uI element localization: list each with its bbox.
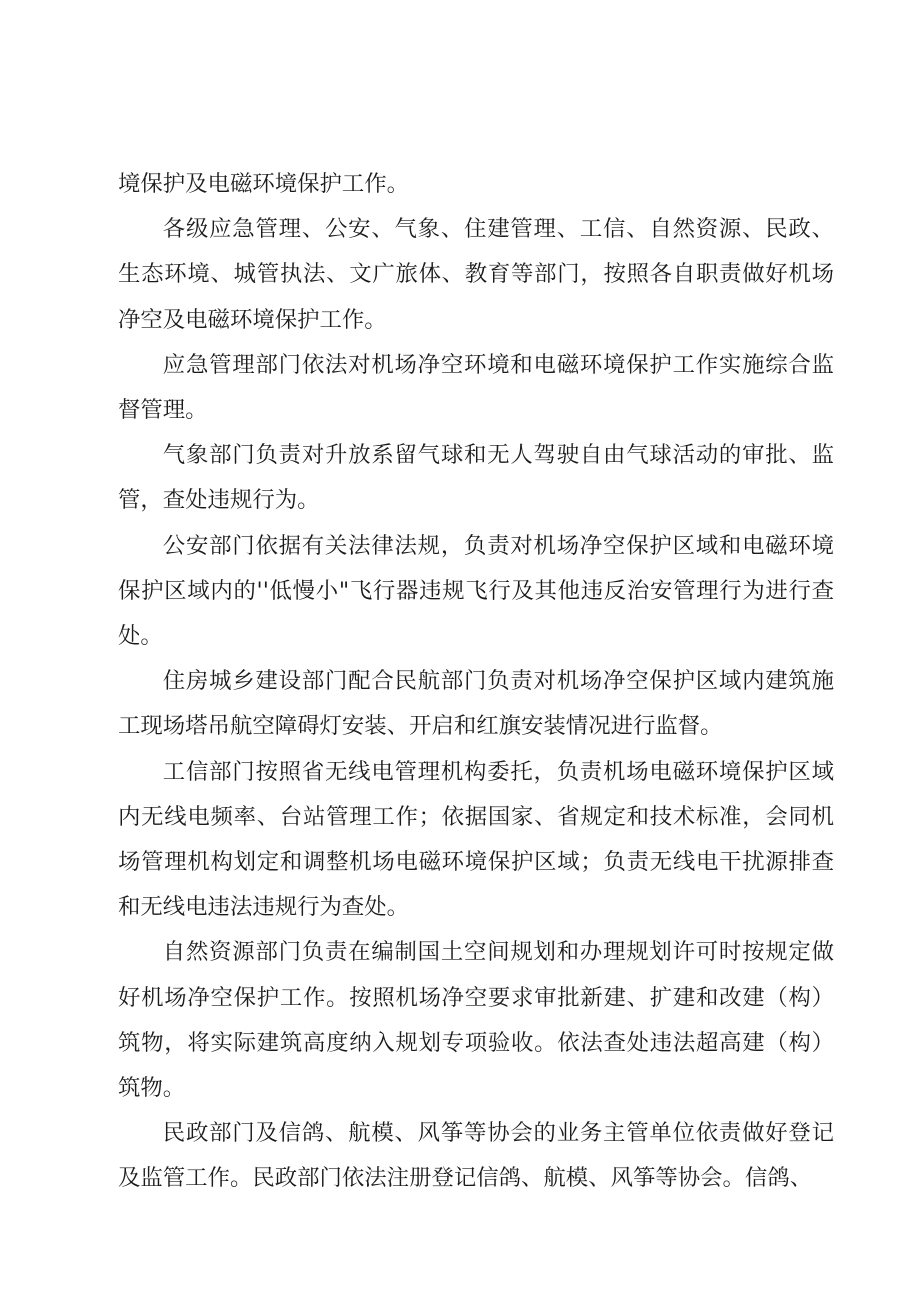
paragraph-emergency-management: 应急管理部门依法对机场净空环境和电磁环境保护工作实施综合监督管理。 xyxy=(118,351,834,424)
paragraph-natural-resources: 自然资源部门负责在编制国土空间规划和办理规划许可时按规定做好机场净空保护工作。按照机场净空要求审批新建、扩建和改建（构）筑物，将实际建筑高度纳入规划专项验收。依法查处违法超高建（构）筑物。 xyxy=(118,939,834,1102)
paragraph-meteorology: 气象部门负责对升放系留气球和无人驾驶自由气球活动的审批、监管，查处违规行为。 xyxy=(118,442,834,514)
paragraph-housing-construction: 住房城乡建设部门配合民航部门负责对机场净空保护区域内建筑施工现场塔吊航空障碍灯安装、开启和红旗安装情况进行监督。 xyxy=(118,668,834,740)
paragraph-industry-information: 工信部门按照省无线电管理机构委托，负责机场电磁环境保护区域内无线电频率、台站管理工作；依据国家、省规定和技术标准，会同机场管理机构划定和调整机场电磁环境保护区域；负责无线电干扰源排查和无线电违法违规行为查处。 xyxy=(118,758,834,921)
paragraph-continuation: 境保护及电磁环境保护工作。 xyxy=(118,171,410,197)
paragraph-civil-affairs: 民政部门及信鸽、航模、风筝等协会的业务主管单位依责做好登记及监管工作。民政部门依法注册登记信鸽、航模、风筝等协会。信鸽、 xyxy=(118,1120,834,1192)
paragraph-departments-overview: 各级应急管理、公安、气象、住建管理、工信、自然资源、民政、生态环境、城管执法、文广旅体、教育等部门，按照各自职责做好机场净空及电磁环境保护工作。 xyxy=(118,216,834,333)
document-body xyxy=(118,162,834,1202)
paragraph-public-security: 公安部门依据有关法律法规，负责对机场净空保护区域和电磁环境保护区域内的''低慢小"飞行器违规飞行及其他违反治安管理行为进行查处。 xyxy=(118,532,834,650)
